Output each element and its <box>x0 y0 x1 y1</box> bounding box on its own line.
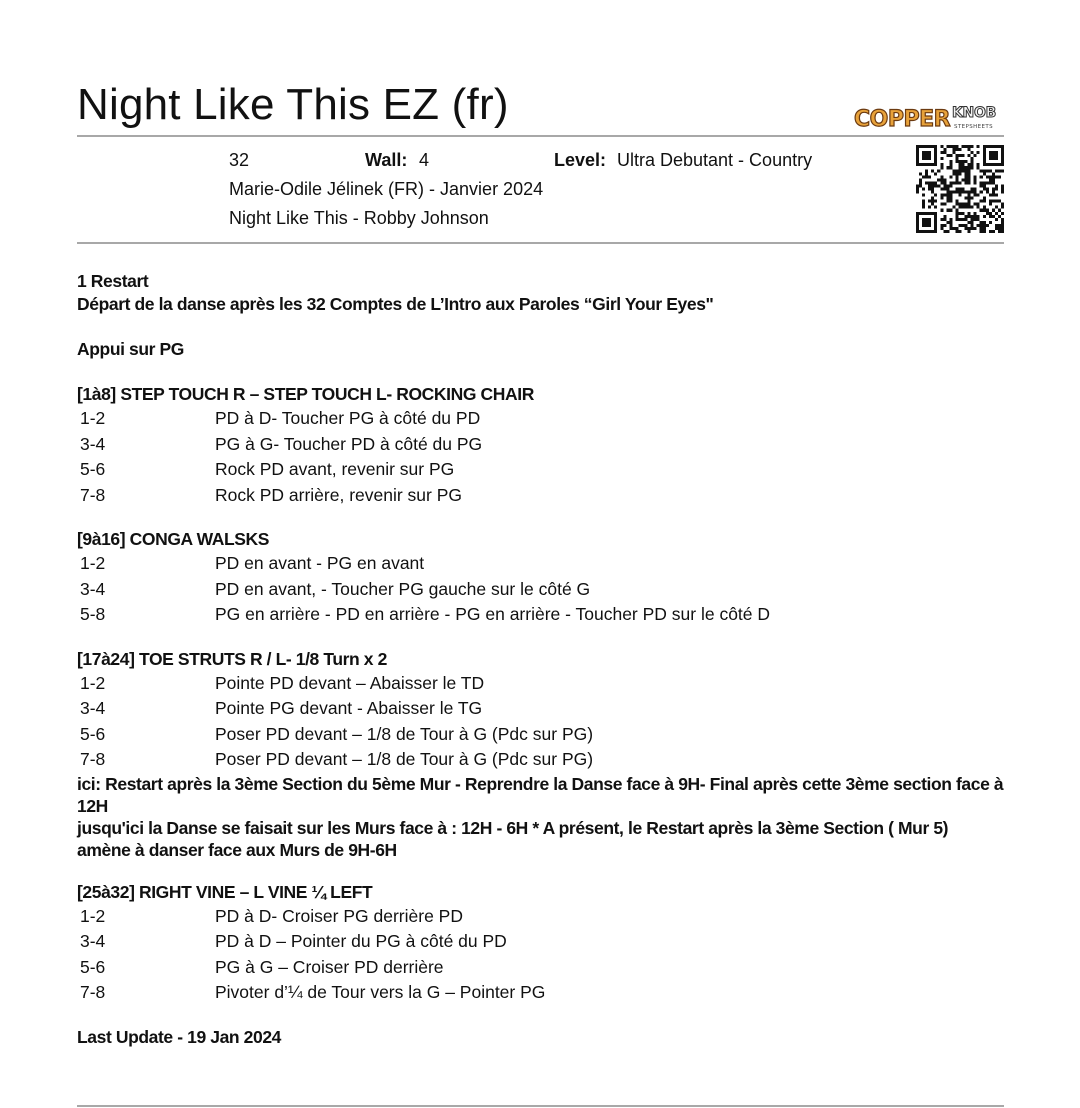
step-count: 7-8 <box>80 484 106 505</box>
step-description: PD à D – Pointer du PG à côté du PD <box>215 931 507 951</box>
step-row <box>77 602 1004 628</box>
step-row <box>77 577 1004 603</box>
step-count: 5-6 <box>80 723 106 744</box>
step-description: Pivoter d’¼ de Tour vers la G – Pointer PG <box>215 982 546 1002</box>
section-heading: [17à24] TOE STRUTS R / L- 1/8 Turn x 2 <box>77 648 387 669</box>
step-row <box>77 747 1004 773</box>
logo-main-text: COPPER <box>854 107 951 131</box>
step-row <box>77 929 1004 955</box>
section-4 <box>77 881 1004 1006</box>
weight-note: Appui sur PG <box>77 339 185 359</box>
step-row <box>77 457 1004 483</box>
step-description: PD à D- Croiser PG derrière PD <box>215 905 463 926</box>
step-row <box>77 904 1004 930</box>
music-value: Night Like This - Robby Johnson <box>229 208 489 228</box>
step-count: 1-2 <box>80 905 106 926</box>
step-count: 5-8 <box>80 604 106 624</box>
info-divider <box>77 242 1004 244</box>
copperknob-logo[interactable] <box>854 101 1004 131</box>
step-description: PG à G- Toucher PD à côté du PG <box>215 433 483 454</box>
logo-side-text: KNOB <box>952 105 996 121</box>
qr-code-icon[interactable] <box>916 145 1004 233</box>
step-count: 1-2 <box>80 553 106 573</box>
step-count: 5-6 <box>80 956 106 977</box>
step-row <box>77 483 1004 509</box>
step-row <box>77 980 1004 1006</box>
step-row <box>77 722 1004 748</box>
step-count: 1-2 <box>80 672 106 693</box>
step-description: PG en arrière - PD en arrière - PG en arrière - Toucher PD sur le côté D <box>215 604 771 624</box>
step-row <box>77 551 1004 577</box>
section-heading: [9à16] CONGA WALSKS <box>77 529 270 549</box>
step-description: Pointe PD devant – Abaisser le TD <box>215 672 485 693</box>
section-heading: [1à8] STEP TOUCH R – STEP TOUCH L- ROCKING CHAIR <box>77 384 534 404</box>
step-row <box>77 955 1004 981</box>
step-description: PD en avant, - Toucher PG gauche sur le côté G <box>215 578 591 599</box>
step-description: PD en avant - PG en avant <box>215 553 425 573</box>
section-1 <box>77 383 1004 508</box>
stepsheet-content <box>77 270 1004 1049</box>
step-count: 1-2 <box>80 408 106 428</box>
restart-note: ici: Restart après la 3ème Section du 5ème Mur - Reprendre la Danse face à 9H- Final après cette 3ème section face à 12H <box>77 773 1004 816</box>
logo-sub-text: STEPSHEETS <box>954 124 994 130</box>
step-row <box>77 406 1004 432</box>
restart-count: 1 Restart <box>77 271 149 291</box>
step-description: Rock PD arrière, revenir sur PG <box>215 484 463 505</box>
step-count: 5-6 <box>80 459 106 479</box>
level-label: Level: <box>554 150 607 170</box>
section-3 <box>77 648 1004 861</box>
wall-value: 4 <box>419 150 430 170</box>
page-title: Night Like This EZ (fr) <box>77 80 509 129</box>
step-description: Poser PD devant – 1/8 de Tour à G (Pdc sur PG) <box>215 749 594 769</box>
step-description: PG à G – Croiser PD derrière <box>215 956 444 977</box>
step-description: Pointe PG devant - Abaisser le TG <box>215 698 483 718</box>
wall-note: jusqu'ici la Danse se faisait sur les Murs face à : 12H - 6H * A présent, le Restart après la 3ème Section ( Mur 5) amène à danser face aux Murs de 9H-6H <box>77 817 949 860</box>
section-2 <box>77 528 1004 628</box>
header-divider <box>77 135 1004 137</box>
choreographer-value: Marie-Odile Jélinek (FR) - Janvier 2024 <box>229 179 544 199</box>
step-count: 3-4 <box>80 698 106 718</box>
wall-label: Wall: <box>365 150 408 170</box>
footer-divider <box>77 1105 1004 1107</box>
start-instruction: Départ de la danse après les 32 Comptes de L’Intro aux Paroles “Girl Your Eyes" <box>77 294 714 314</box>
level-value: Ultra Debutant - Country <box>617 150 813 170</box>
section-heading: [25à32] RIGHT VINE – L VINE ¼ LEFT <box>77 881 373 902</box>
step-count: 3-4 <box>80 578 106 599</box>
count-value: 32 <box>229 150 250 170</box>
step-row <box>77 671 1004 697</box>
step-row <box>77 696 1004 722</box>
step-count: 7-8 <box>80 749 106 769</box>
step-description: Rock PD avant, revenir sur PG <box>215 459 455 479</box>
step-count: 3-4 <box>80 931 106 951</box>
step-row <box>77 432 1004 458</box>
last-update: Last Update - 19 Jan 2024 <box>77 1026 281 1047</box>
step-count: 3-4 <box>80 433 106 454</box>
step-count: 7-8 <box>80 982 106 1002</box>
step-description: PD à D- Toucher PG à côté du PD <box>215 408 481 428</box>
step-description: Poser PD devant – 1/8 de Tour à G (Pdc sur PG) <box>215 723 594 744</box>
